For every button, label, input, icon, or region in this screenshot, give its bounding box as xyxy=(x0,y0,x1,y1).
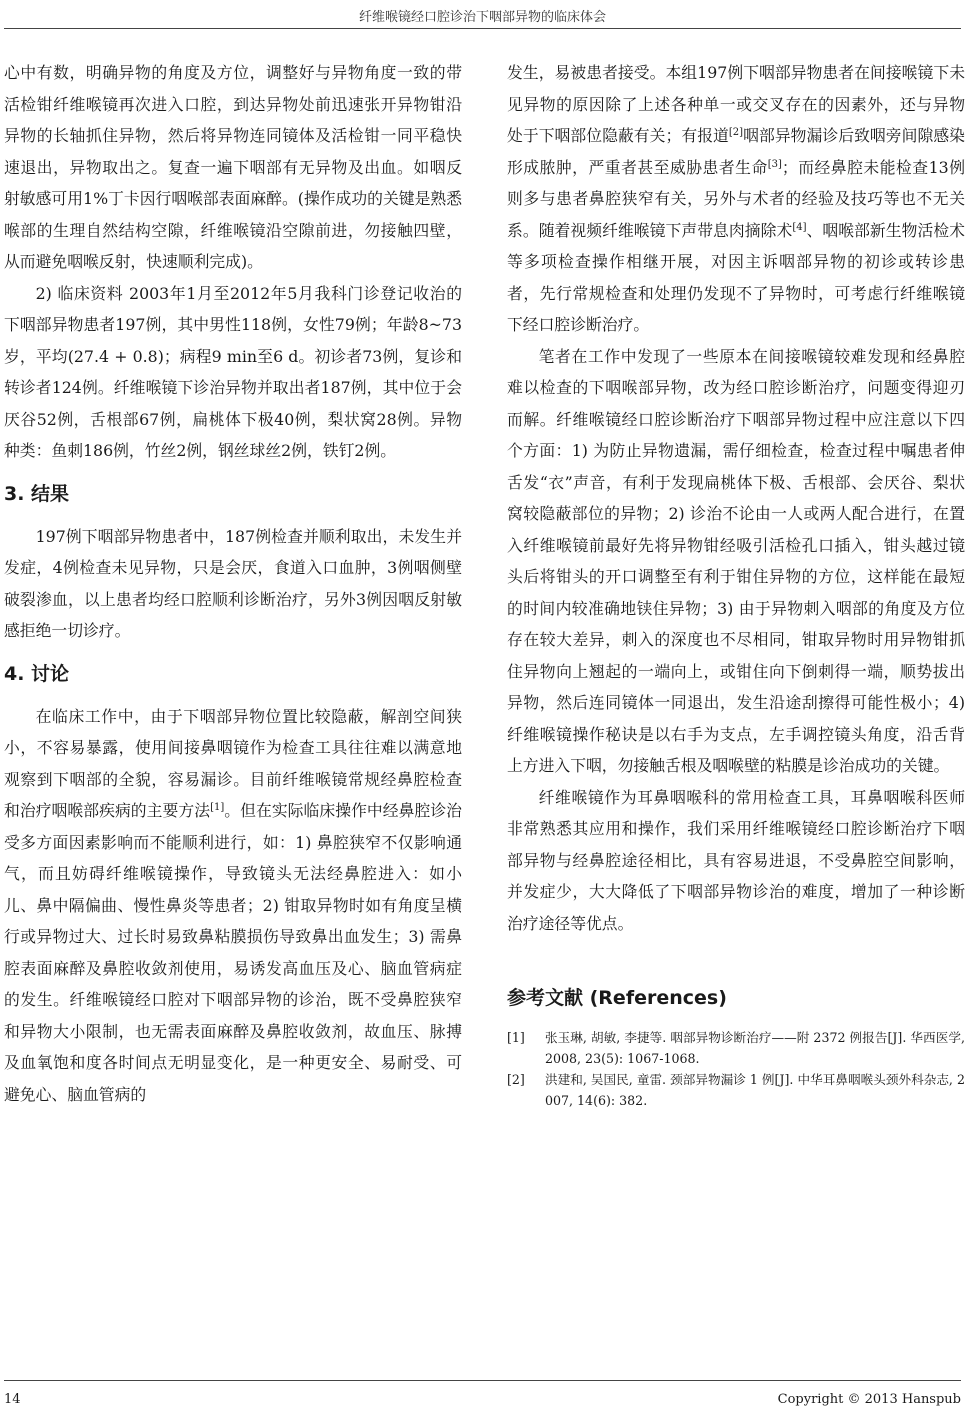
references-heading: 参考文献 (References) xyxy=(507,987,727,1009)
discussion-text-b: 。但在实际临床操作中经鼻腔诊治受多方面因素影响而不能顺利进行，如：1) 鼻腔狭窄不仅影响通气，而且妨碍纤维喉镜操作，导致镜头无法经鼻腔进入：如小儿、鼻中隔偏曲、慢性鼻炎等患者；2) 钳取异物时如有角度呈横行或异物过大、过长时易致鼻粘膜损伤导致鼻出血发生；3) 需鼻腔表面麻醉及鼻腔收敛剂使用，易诱发高血压及心、脑血管病症的发生。纤维喉镜经口腔对下咽部异物的诊治，既不受鼻腔狭窄和异物大小限制，也无需表面麻醉及鼻腔收敛剂，故血压、脉搏及血氧饱和度各时间点无明显变化，是一种更安全、易耐受、可避免心、脑血管病的 xyxy=(4,801,462,1104)
citation-3: [3] xyxy=(767,158,782,170)
discussion-cont-c: ；而经鼻腔未能检查13例则多与患者鼻腔狭窄有关，另外与术者的经验及技巧等也不无关系。随着视频纤维喉镜下声带息肉摘除术 xyxy=(507,157,965,240)
discussion-cont-d: 、咽喉部新生物活检术等多项检查操作相继开展，对因主诉咽部异物的初诊或转诊患者，先行常规检查和处理仍发现不了异物时，可考虑行纤维喉镜下经口腔诊断治疗。 xyxy=(507,220,965,334)
reference-item xyxy=(507,1069,965,1111)
page-number: 14 xyxy=(4,1392,21,1407)
reference-item xyxy=(507,1027,965,1069)
citation-4: [4] xyxy=(792,221,807,233)
footer-rule xyxy=(4,1380,961,1381)
header-rule xyxy=(4,28,961,29)
right-column xyxy=(507,57,965,1111)
citation-1: [1] xyxy=(210,802,225,813)
reference-number: [1] xyxy=(507,1030,525,1045)
paragraph-clinical-data: 2) 临床资料 2003年1月至2012年5月我科门诊登记收治的下咽部异物患者197例，其中男性118例，女性79例；年龄8~73岁，平均(27.4 + 0.8)；病程9 min至6 d。初诊者73例，复诊和转诊者124例。纤维喉镜下诊治异物并取出者187例，其中位于会厌谷52例，舌根部67例，扁桃体下极40例，梨状窝28例。异物种类：鱼刺186例，竹丝2例，钢丝球丝2例，铁钉2例。 xyxy=(4,283,462,460)
references-list xyxy=(507,1027,965,1111)
paragraph-discussion-continued xyxy=(507,57,965,341)
paragraph-results: 197例下咽部异物患者中，187例检查并顺利取出，未发生并发症，4例检查未见异物，只是会厌，食道入口血肿，3例咽侧壁破裂渗血，以上患者均经口腔顺利诊断治疗，另外3例因咽反射敏感拒绝一切诊疗。 xyxy=(4,526,462,640)
discussion-cont-b: 咽部异物漏诊后致咽旁间隙感染形成脓肿，严重者甚至威胁患者生命 xyxy=(507,126,965,177)
paragraph-discussion-2: 笔者在工作中发现了一些原本在间接喉镜较难发现和经鼻腔难以检查的下咽喉部异物，改为经口腔诊断治疗，问题变得迎刃而解。纤维喉镜经口腔诊断治疗下咽部异物过程中应注意以下四个方面：1) 为防止异物遗漏，需仔细检查，检查过程中嘱患者伸舌发“衣”声音，有利于发现扁桃体下极、舌根部、会厌谷、梨状窝较隐蔽部位的异物；2) 诊治不论由一人或两人配合进行，在置入纤维喉镜前最好先将异物钳经吸引活检孔口插入，钳头越过镜头后将钳头的开口调整至有利于钳住异物的方位，这样能在最短的时间内较准确地铗住异物；3) 由于异物刺入咽部的角度及方位存在较大差异，刺入的深度也不尽相同，钳取异物时用异物钳抓住异物向上翘起的一端向上，或钳住向下倒刺得一端，顺势拔出异物，然后连同镜体一同退出，发生沿途刮擦得可能性极小；4) 纤维喉镜操作秘诀是以右手为支点，左手调控镜头角度，沿舌背上方进入下咽，勿接触舌根及咽喉壁的粘膜是诊治成功的关键。 xyxy=(507,346,965,775)
reference-text: 张玉琳, 胡敏, 李捷等. 咽部异物诊断治疗——附 2372 例报告[J]. 华西医学, 2008, 23(5): 1067-1068. xyxy=(545,1030,965,1066)
left-column xyxy=(4,57,462,1110)
running-header: 纤维喉镜经口腔诊治下咽部异物的临床体会 xyxy=(358,10,606,25)
paragraph-method-continued: 心中有数，明确异物的角度及方位，调整好与异物角度一致的带活检钳纤维喉镜再次进入口腔，到达异物处前迅速张开异物钳沿异物的长轴抓住异物，然后将异物连同镜体及活检钳一同平稳快速退出，异物取出之。复查一遍下咽部有无异物及出血。如咽反射敏感可用1%丁卡因行咽喉部表面麻醉。(操作成功的关键是熟悉喉部的生理自然结构空隙，纤维喉镜沿空隙前进，勿接触四壁，从而避免咽喉反射，快速顺利完成)。 xyxy=(4,63,462,271)
copyright: Copyright © 2013 Hanspub xyxy=(777,1392,961,1407)
paragraph-discussion-1 xyxy=(4,701,462,1111)
discussion-text-a: 在临床工作中，由于下咽部异物位置比较隐蔽，解剖空间狭小，不容易暴露，使用间接鼻咽镜作为检查工具往往难以满意地观察到下咽部的全貌，容易漏诊。目前纤维喉镜常规经鼻腔检查和治疗咽喉部疾病的主要方法 xyxy=(4,706,462,820)
paragraph-discussion-3: 纤维喉镜作为耳鼻咽喉科的常用检查工具，耳鼻咽喉科医师非常熟悉其应用和操作，我们采用纤维喉镜经口腔诊断治疗下咽部异物与经鼻腔途径相比，具有容易进退，不受鼻腔空间影响，并发症少，大大降低了下咽部异物诊治的难度，增加了一种诊断治疗途径等优点。 xyxy=(507,787,965,933)
discussion-cont-a: 发生，易被患者接受。本组197例下咽部异物患者在间接喉镜下未见异物的原因除了上述各种单一或交叉存在的因素外，还与异物处于下咽部位隐蔽有关；有报道 xyxy=(507,63,965,145)
heading-discussion: 4. 讨论 xyxy=(4,662,70,685)
citation-2: [2] xyxy=(728,127,744,138)
reference-number: [2] xyxy=(507,1072,525,1087)
heading-results: 3. 结果 xyxy=(4,482,70,505)
reference-text: 洪建和, 吴国民, 童雷. 颈部异物漏诊 1 例[J]. 中华耳鼻咽喉头颈外科杂志, 2007, 14(6): 382. xyxy=(545,1072,965,1108)
